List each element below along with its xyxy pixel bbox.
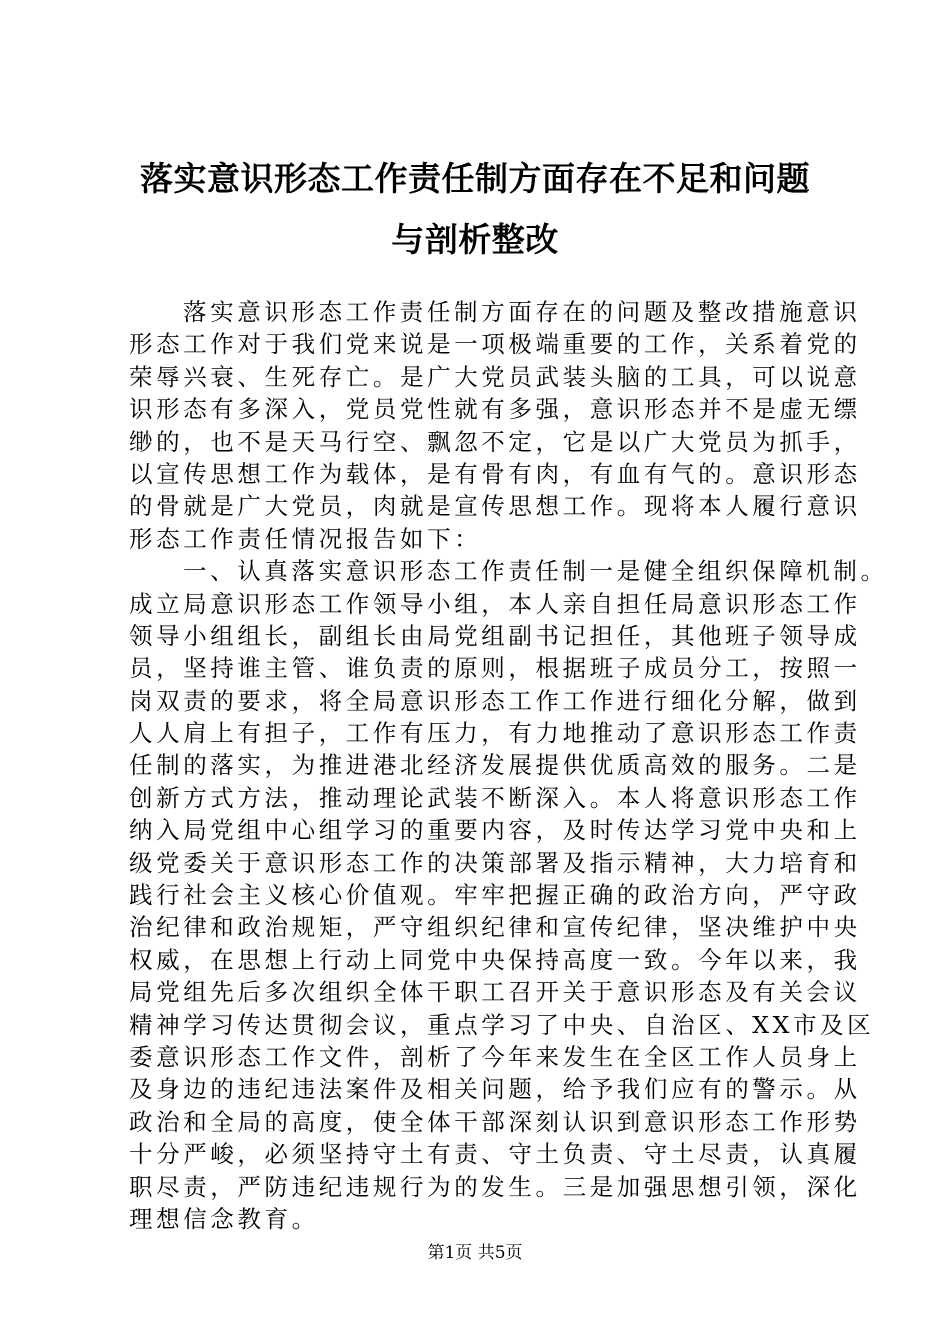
body-line: 形态工作责任情况报告如下： <box>129 524 482 553</box>
body-line: 及身边的违纪违法案件及相关问题，给予我们应有的警示。从 <box>129 1075 861 1104</box>
body-line: 缈的，也不是天马行空、飘忽不定，它是以广大党员为抓手， <box>129 427 861 456</box>
body-line: 纳入局党组中心组学习的重要内容，及时传达学习党中央和上 <box>129 816 861 845</box>
page-footer: 第1页 共5页 <box>427 1243 523 1263</box>
document-title-line-1: 落实意识形态工作责任制方面存在不足和问题 <box>140 159 810 198</box>
body-line: 治纪律和政治规矩，严守组织纪律和宣传纪律，坚决维护中央 <box>129 913 861 942</box>
body-line: 一、认真落实意识形态工作责任制一是健全组织保障机制。 <box>183 557 888 586</box>
body-line: 理想信念教育。 <box>129 1204 319 1233</box>
body-line: 岗双责的要求，将全局意识形态工作工作进行细化分解，做到 <box>129 686 861 715</box>
body-line: 领导小组组长，副组长由局党组副书记担任，其他班子领导成 <box>129 621 861 650</box>
body-line: 十分严峻，必须坚持守土有责、守土负责、守土尽责，认真履 <box>129 1140 861 1169</box>
body-line: 级党委关于意识形态工作的决策部署及指示精神，大力培育和 <box>129 848 861 877</box>
body-line: 荣辱兴衰、生死存亡。是广大党员武装头脑的工具，可以说意 <box>129 362 861 391</box>
body-line: 识形态有多深入，党员党性就有多强，意识形态并不是虚无缥 <box>129 395 861 424</box>
document-title-line-2: 与剖析整改 <box>391 220 559 259</box>
body-line: 创新方式方法，推动理论武装不断深入。本人将意识形态工作 <box>129 783 861 812</box>
body-line: 精神学习传达贯彻会议，重点学习了中央、自治区、XX市及区 <box>129 1010 875 1039</box>
body-line: 落实意识形态工作责任制方面存在的问题及整改措施意识 <box>183 298 861 326</box>
body-line: 以宣传思想工作为载体，是有骨有肉，有血有气的。意识形态 <box>129 459 861 488</box>
body-line: 局党组先后多次组织全体干职工召开关于意识形态及有关会议 <box>129 978 861 1007</box>
body-line: 任制的落实，为推进港北经济发展提供优质高效的服务。二是 <box>129 751 861 780</box>
document-body <box>129 296 888 1235</box>
body-line: 权威，在思想上行动上同党中央保持高度一致。今年以来，我 <box>129 945 861 974</box>
body-line: 的骨就是广大党员，肉就是宣传思想工作。现将本人履行意识 <box>129 492 861 521</box>
body-line: 形态工作对于我们党来说是一项极端重要的工作，关系着党的 <box>129 330 861 359</box>
body-line: 政治和全局的高度，使全体干部深刻认识到意识形态工作形势 <box>129 1107 861 1136</box>
body-line: 成立局意识形态工作领导小组，本人亲自担任局意识形态工作 <box>129 589 861 618</box>
body-line: 人人肩上有担子，工作有压力，有力地推动了意识形态工作责 <box>129 719 861 748</box>
body-line: 员，坚持谁主管、谁负责的原则，根据班子成员分工，按照一 <box>129 654 861 683</box>
body-line: 委意识形态工作文件，剖析了今年来发生在全区工作人员身上 <box>129 1042 861 1071</box>
body-line: 职尽责，严防违纪违规行为的发生。三是加强思想引领，深化 <box>129 1172 861 1201</box>
body-line: 践行社会主义核心价值观。牢牢把握正确的政治方向，严守政 <box>129 881 861 910</box>
